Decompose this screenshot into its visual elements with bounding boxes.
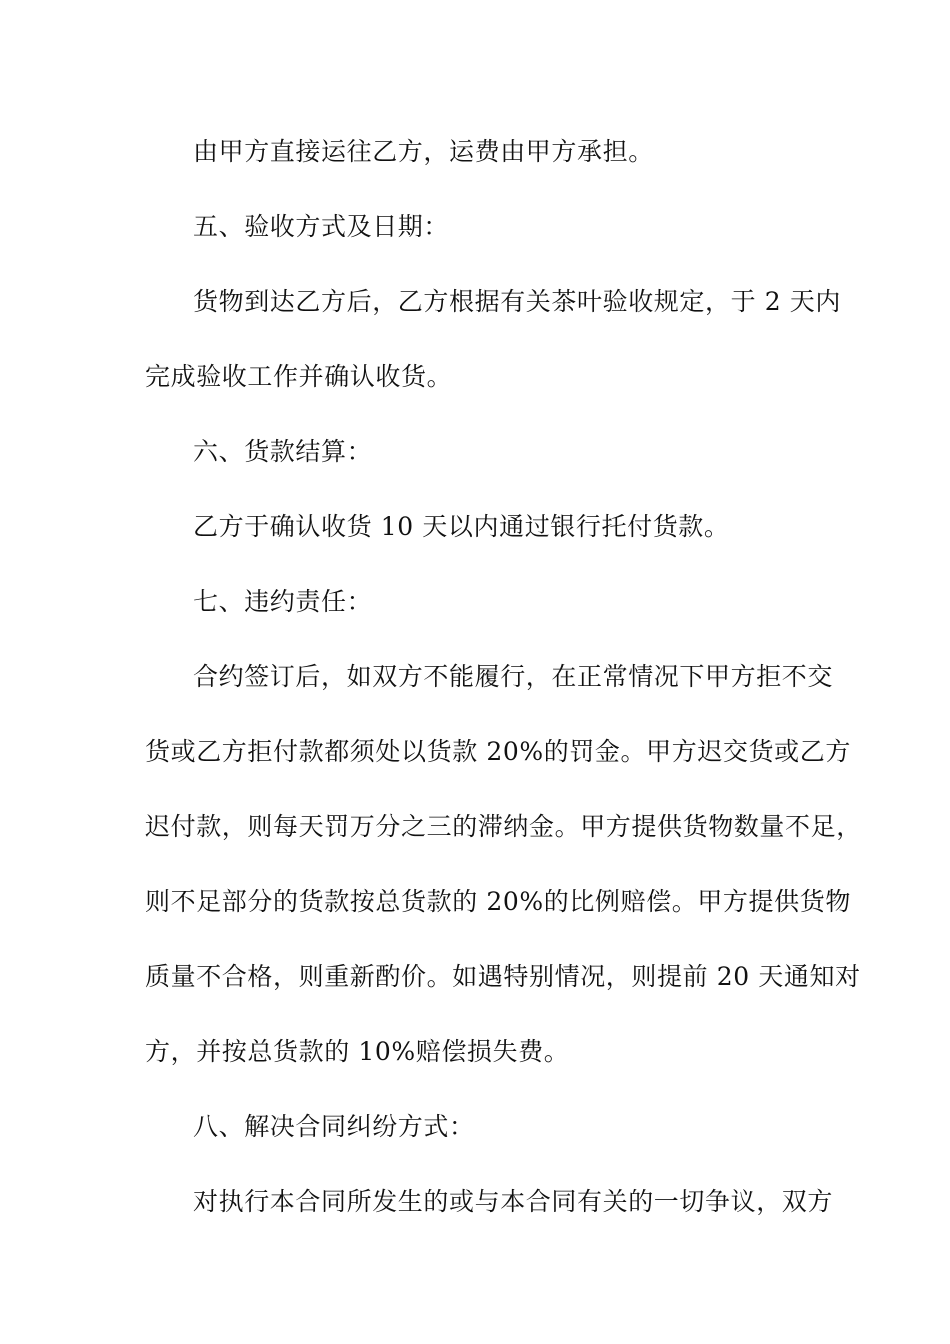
text-line: 乙方于确认收货 10 天以内通过银行托付货款。 [193,512,730,541]
text-line: 方，并按总货款的 10%赔偿损失费。 [145,1037,570,1066]
text-line: 则不足部分的货款按总货款的 20%的比例赔偿。甲方提供货物 [145,887,851,916]
text-line: 货或乙方拒付款都须处以货款 20%的罚金。甲方迟交货或乙方 [145,737,851,766]
text-line: 对执行本合同所发生的或与本合同有关的一切争议，双方 [193,1187,834,1216]
text-line: 货物到达乙方后，乙方根据有关茶叶验收规定，于 2 天内 [193,287,842,316]
text-line: 迟付款，则每天罚万分之三的滞纳金。甲方提供货物数量不足， [145,812,862,841]
text-line: 完成验收工作并确认收货。 [145,362,453,391]
section-heading-liability: 七、违约责任： [193,587,373,616]
section-heading-inspection: 五、验收方式及日期： [193,212,450,241]
text-line: 由甲方直接运往乙方，运费由甲方承担。 [193,137,654,166]
section-heading-payment: 六、货款结算： [193,437,373,466]
section-heading-disputes: 八、解决合同纠纷方式： [193,1112,475,1141]
text-line: 合约签订后，如双方不能履行，在正常情况下甲方拒不交 [193,662,834,691]
text-line: 质量不合格，则重新酌价。如遇特别情况，则提前 20 天通知对 [145,962,861,991]
